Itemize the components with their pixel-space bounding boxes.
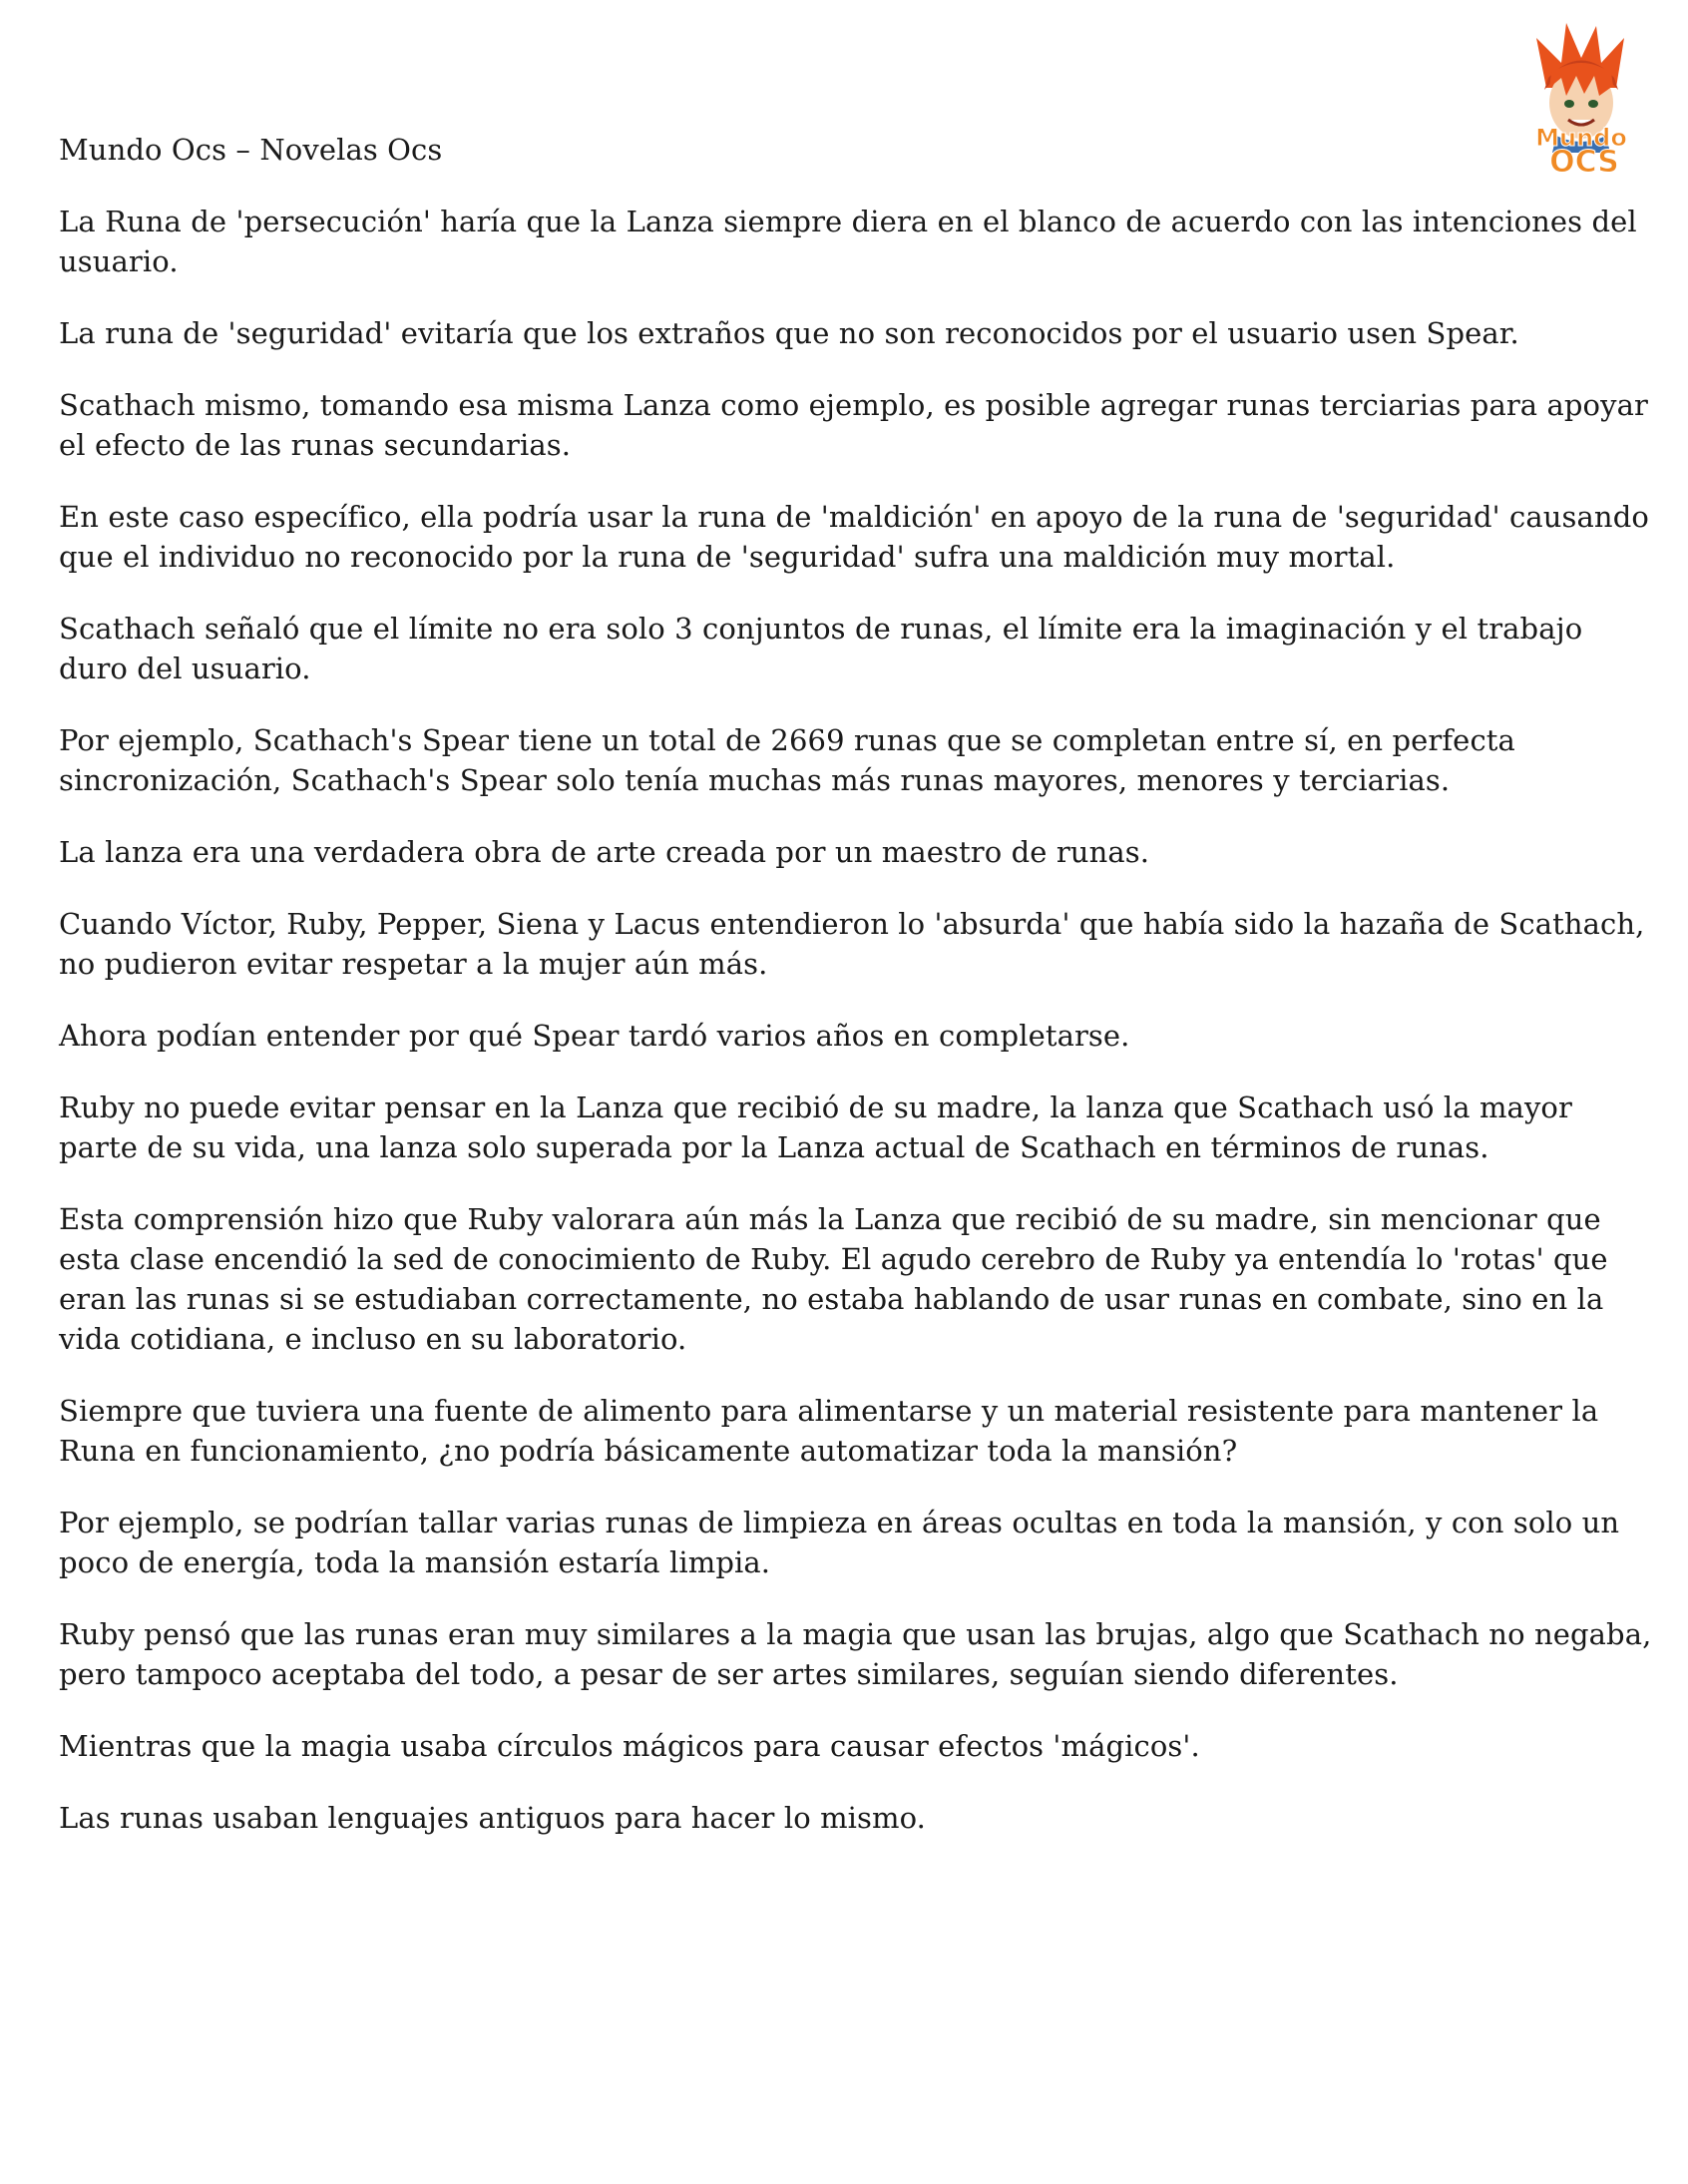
document-body bbox=[59, 130, 1655, 1870]
paragraph: Scathach señaló que el límite no era solo 3 conjuntos de runas, el límite era la imaginación y el trabajo duro del usuario. bbox=[59, 612, 1583, 685]
paragraph: Cuando Víctor, Ruby, Pepper, Siena y Lacus entendieron lo 'absurda' que había sido la hazaña de Scathach, no pudieron evitar respetar a la mujer aún más. bbox=[59, 907, 1645, 981]
paragraph: Mientras que la magia usaba círculos mágicos para causar efectos 'mágicos'. bbox=[59, 1729, 1200, 1763]
paragraph: Por ejemplo, Scathach's Spear tiene un total de 2669 runas que se completan entre sí, en perfecta sincronización, Scathach's Spear solo tenía muchas más runas mayores, menores y terciarias. bbox=[59, 723, 1515, 797]
paragraph: Ruby pensó que las runas eran muy similares a la magia que usan las brujas, algo que Scathach no negaba, pero tampoco aceptaba del todo, a pesar de ser artes similares, seguían siendo diferentes. bbox=[59, 1617, 1652, 1691]
paragraph: Scathach mismo, tomando esa misma Lanza como ejemplo, es posible agregar runas terciarias para apoyar el efecto de las runas secundarias. bbox=[59, 388, 1648, 462]
paragraph: Esta comprensión hizo que Ruby valorara aún más la Lanza que recibió de su madre, sin mencionar que esta clase encendió la sed de conocimiento de Ruby. El agudo cerebro de Ruby ya entendía lo 'rotas' que eran las runas si se estudiaban correctamente, no estaba hablando de usar runas en combate, sino en la vida cotidiana, e incluso en su laboratorio. bbox=[59, 1202, 1608, 1356]
paragraph: Por ejemplo, se podrían tallar varias runas de limpieza en áreas ocultas en toda la mansión, y con solo un poco de energía, toda la mansión estaría limpia. bbox=[59, 1506, 1620, 1579]
paragraph: La Runa de 'persecución' haría que la Lanza siempre diera en el blanco de acuerdo con las intenciones del usuario. bbox=[59, 205, 1637, 278]
paragraph: Ahora podían entender por qué Spear tardó varios años en completarse. bbox=[59, 1019, 1130, 1053]
paragraph: Las runas usaban lenguajes antiguos para hacer lo mismo. bbox=[59, 1801, 927, 1835]
paragraph: En este caso específico, ella podría usar la runa de 'maldición' en apoyo de la runa de 'seguridad' causando que el individuo no reconocido por la runa de 'seguridad' sufra una maldición muy mortal. bbox=[59, 500, 1649, 574]
site-title: Mundo Ocs – Novelas Ocs bbox=[59, 133, 443, 167]
paragraph: Siempre que tuviera una fuente de alimento para alimentarse y un material resistente para mantener la Runa en funcionamiento, ¿no podría básicamente automatizar toda la mansión? bbox=[59, 1394, 1599, 1468]
paragraph: La runa de 'seguridad' evitaría que los extraños que no son reconocidos por el usuario usen Spear. bbox=[59, 316, 1519, 350]
logo-text-top: Mundo bbox=[1535, 124, 1627, 152]
paragraph: La lanza era una verdadera obra de arte creada por un maestro de runas. bbox=[59, 835, 1150, 869]
paragraph: Ruby no puede evitar pensar en la Lanza que recibió de su madre, la lanza que Scathach usó la mayor parte de su vida, una lanza solo superada por la Lanza actual de Scathach en términos de runas. bbox=[59, 1091, 1572, 1164]
logo-text-bottom: OCS bbox=[1549, 145, 1619, 178]
